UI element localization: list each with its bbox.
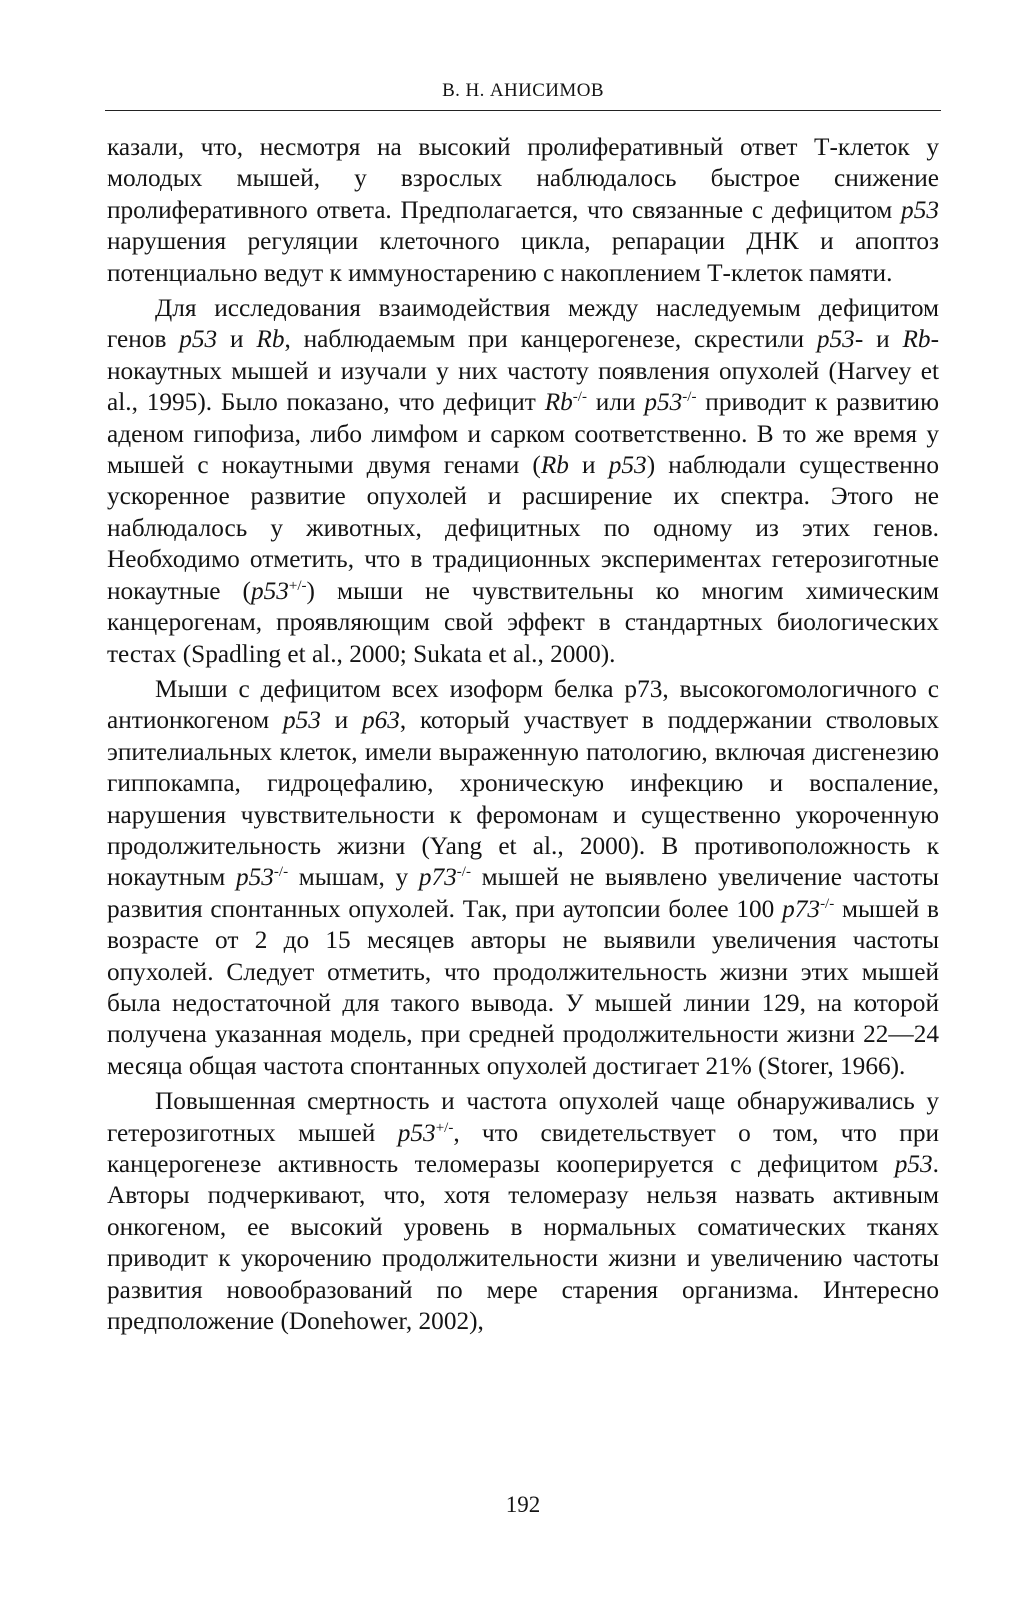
text-run: -нокаутных мышей и изучали у них частоту появления опухолей (Harvey et al., 1995). Было показано, что дефицит [107,325,939,417]
text-run: мышей не выявлено увеличение частоты развития спонтанных опухолей. Так, при аутопсии более 100 [107,863,939,923]
text-run: мышам, у [288,863,419,892]
gene-name: p53 [397,1118,436,1147]
text-run: Для исследования взаимодействия между наследуемым дефицитом генов [107,294,939,354]
gene-name: p53 [250,576,289,605]
gene-name: p53 [235,863,274,892]
gene-name: p53 [179,325,218,354]
paragraph-2 [107,293,939,670]
text-run: и [568,451,609,480]
gene-name: p53 [901,195,939,224]
genotype-superscript: +/- [435,1119,454,1136]
gene-name: p53 [644,388,683,417]
text-run: ) наблюдали существенно ускоренное развитие опухолей и расширение их спектра. Этого не наблюдалось у животных, дефицитных по одному из этих генов. Необходимо отметить, что в традиционных экспериментах гетерозиготные нокаутные ( [107,451,939,605]
text-run: - и [854,325,903,354]
text-run: или [586,388,645,417]
running-head: В. Н. АНИСИМОВ [442,80,604,101]
text-run: ) мыши не чувствительны ко многим химическим канцерогенам, проявляющим свой эффект в стандартных биологических тестах (Spadling et al., 2000; Sukata et al., 2000). [107,576,939,668]
genotype-superscript: -/- [456,864,471,881]
gene-name: Rb [544,388,573,417]
gene-name: p53 [816,325,855,354]
text-run: . Авторы подчеркивают, что, хотя теломеразу нельзя назвать активным онкогеном, ее высокий уровень в нормальных соматических тканях приводит к укорочению продолжительности жизни и увеличению частоты развития новообразований по мере старения организма. Интересно предположение (Donehower, 2002), [107,1150,939,1336]
gene-name: Rb [540,451,569,480]
gene-name: p53 [608,451,647,480]
gene-name: Rb [902,325,931,354]
paragraph-3 [107,674,939,1082]
genotype-superscript: -/- [273,864,289,881]
genotype-superscript: -/- [820,895,835,912]
gene-name: p73 [782,894,821,923]
gene-name: p53 [282,706,321,735]
gene-name: p73 [418,863,457,892]
text-run: , что свидетельствует о том, что при канцерогенезе активность теломеразы кооперируется с дефицитом [107,1118,940,1178]
text-run: приводит к развитию аденом гипофиза, либо лимфом и сарком соответственно. В то же время у мышей с нокаутными двумя генами ( [107,388,939,480]
text-run: казали, что, несмотря на высокий пролиферативный ответ Т-клеток у молодых мышей, у взрослых наблюдалось быстрое снижение пролиферативного ответа. Предполагается, что связанные с дефицитом [107,133,939,224]
text-run: Повышенная смертность и частота опухолей чаще обнаруживались у гетерозиготных мышей [107,1087,939,1147]
genotype-superscript: -/- [682,389,697,406]
gene-name: p53 [894,1150,933,1178]
gene-name: p63 [361,706,400,735]
text-run: , наблюдаемым при канцерогенезе, скрестили [284,325,817,354]
text-run: мышей в возрасте от 2 до 15 месяцев авторы не выявили увеличения частоты опухолей. Следует отметить, что продолжительность жизни этих мышей была недостаточной для такого вывода. У мышей линии 129, на которой получена указанная модель, при средней продолжительности жизни 22—24 месяца общая частота спонтанных опухолей достигает 21% (Storer, 1966). [107,894,940,1080]
genotype-superscript: -/- [572,389,587,406]
genotype-superscript: +/- [288,577,307,594]
text-run: и [320,706,362,735]
paragraph-1 [107,132,939,289]
paragraph-4 [107,1086,939,1337]
body-text [107,132,939,1337]
text-run: и [217,325,257,354]
text-run: Мыши с дефицитом всех изоформ белка p73, высокогомологичного с антионкогеном [107,674,939,735]
text-run: нарушения регуляции клеточного цикла, репарации ДНК и апоптоз потенциально ведут к иммуностарению с накоплением Т-клеток памяти. [107,227,939,287]
header-rule [105,110,941,111]
text-run: , который участвует в поддержании стволовых эпителиальных клеток, имели выраженную патологию, включая дисгенезию гиппокампа, гидроцефалию, хроническую инфекцию и воспаление, нарушения чувствительности к феромонам и существенно укороченную продолжительность жизни (Yang et al., 2000). В противоположность к нокаутным [107,706,939,892]
gene-name: Rb [256,325,285,354]
page-number: 192 [505,1492,541,1517]
